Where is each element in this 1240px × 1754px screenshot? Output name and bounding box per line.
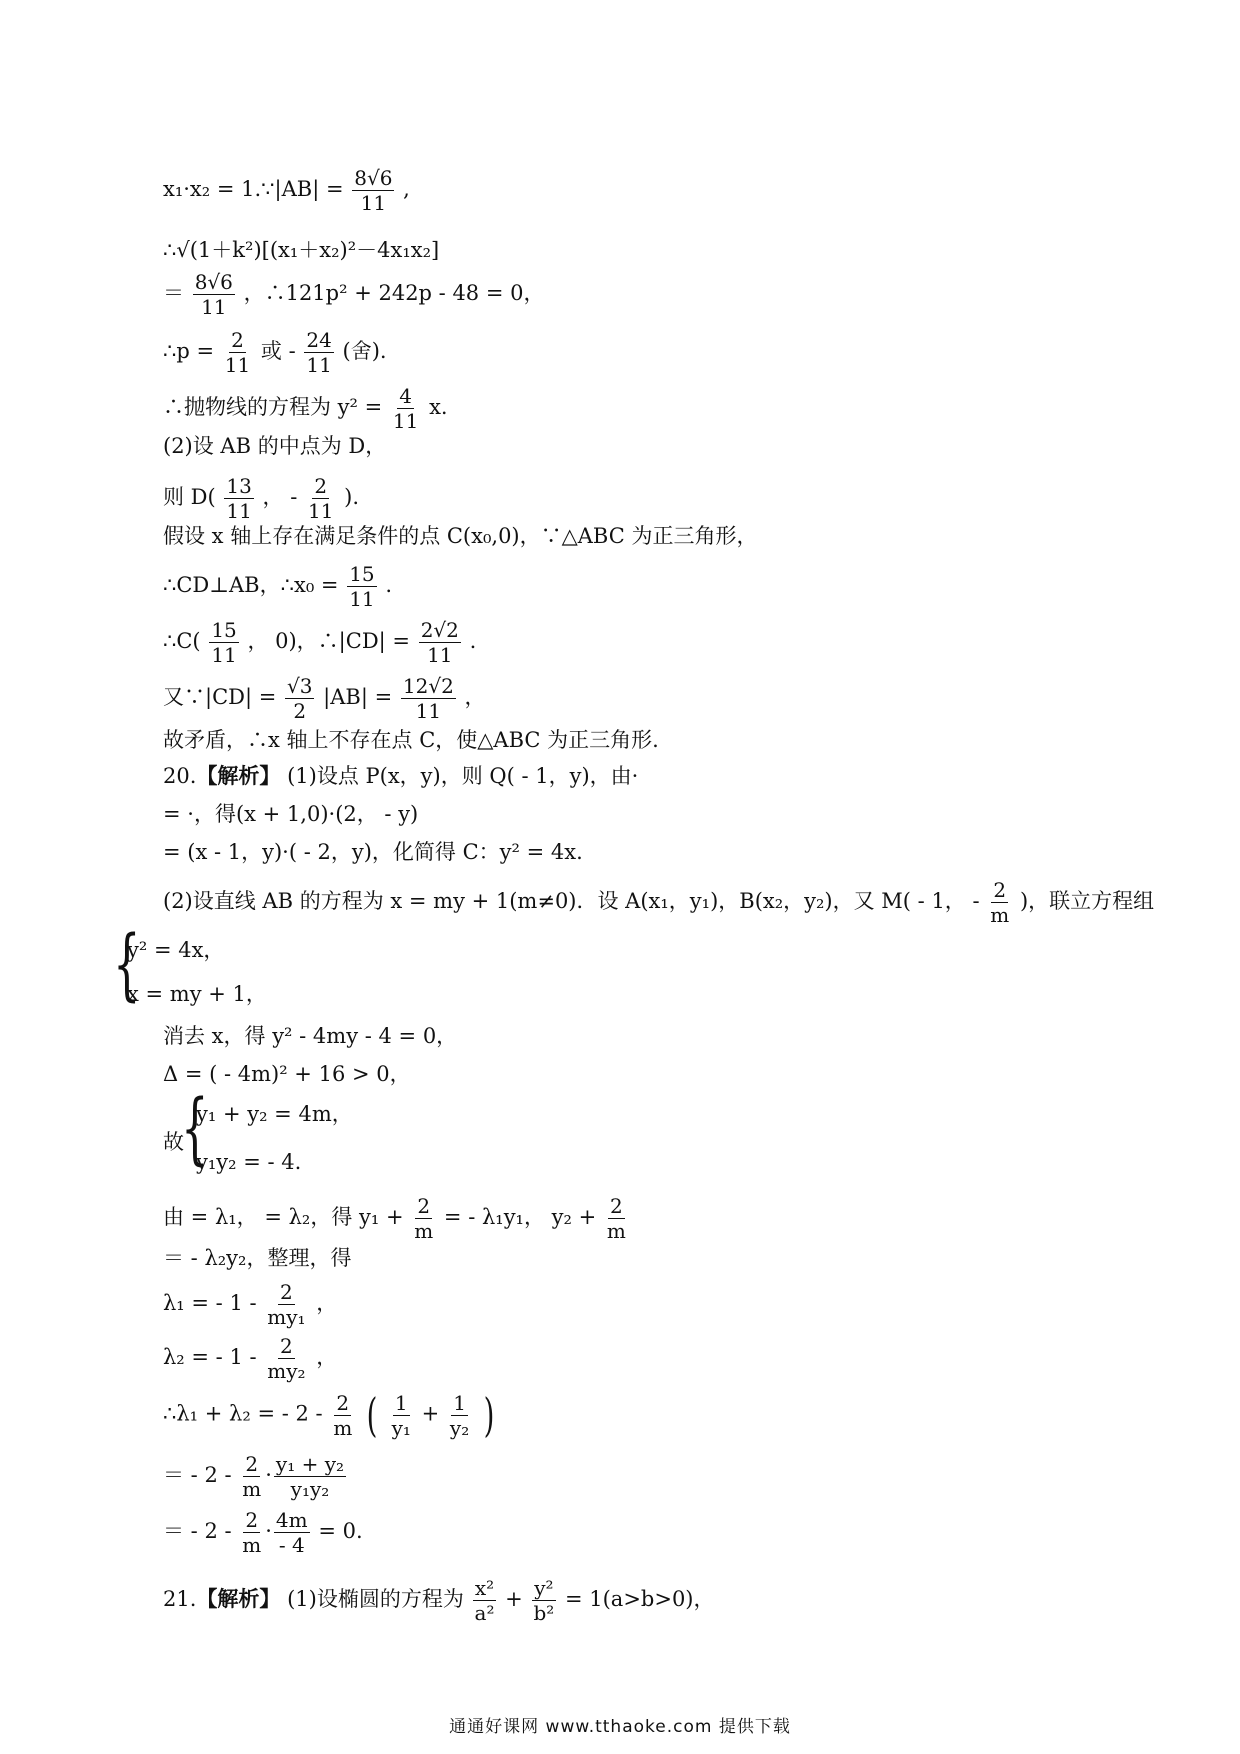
denominator: m — [606, 1219, 626, 1243]
numerator: 2 — [245, 1508, 259, 1532]
line-p-solution — [163, 330, 387, 375]
denominator: 11 — [211, 643, 237, 667]
numerator: 12√2 — [402, 674, 454, 698]
text: ∴λ₁ + λ₂ = - 2 - — [163, 1401, 323, 1426]
line-assumption — [163, 522, 758, 550]
text: = ·，得(x + 1,0)·(2， - y) — [163, 802, 419, 826]
fraction — [240, 1510, 263, 1555]
text: (1)设点 P(x，y)，则 Q( - 1，y)，由· — [280, 764, 639, 788]
numerator: 4m — [275, 1508, 308, 1532]
line-lambda-sum — [163, 1388, 498, 1442]
text: ∴CD⊥AB，∴x₀ = — [163, 573, 339, 597]
text: ， 0)，∴|CD| = — [247, 629, 411, 653]
text: y² = 4x， — [127, 938, 225, 962]
text: x = my + 1， — [127, 982, 267, 1006]
numerator: y² — [534, 1576, 554, 1600]
denominator: m — [990, 903, 1010, 927]
numerator: x² — [474, 1576, 495, 1600]
text: (1)设椭圆的方程为 — [280, 1587, 464, 1611]
line-conclusion — [163, 726, 659, 754]
text: Δ = ( - 4m)² + 16 > 0， — [163, 1062, 411, 1086]
line-vieta-sum — [196, 1100, 353, 1128]
text: ∴抛物线的方程为 y² = — [163, 395, 383, 419]
text: x₁·x₂ = 1.∵|AB| = — [163, 177, 344, 201]
denominator: 2 — [293, 699, 307, 723]
text: 或 - — [260, 339, 296, 363]
fraction — [391, 386, 420, 431]
text: ＝ - 2 - — [163, 1463, 232, 1487]
text: (2)设直线 AB 的方程为 x = my + 1(m≠0)．设 A(x₁，y₁)，B(x₂，y₂)，又 M( - 1， - — [163, 889, 980, 913]
denominator: m — [333, 1415, 353, 1440]
fraction — [285, 676, 314, 721]
line-rearrange — [163, 1244, 351, 1272]
denominator: 11 — [306, 353, 332, 377]
numerator: 24 — [306, 328, 332, 352]
fraction — [240, 1454, 263, 1499]
line-sum-step1 — [163, 1454, 348, 1499]
text: )，联立方程组 — [1019, 889, 1155, 913]
fraction — [988, 880, 1011, 925]
line-system-eq2 — [127, 980, 267, 1008]
text: · — [265, 1519, 272, 1543]
text: 由 = λ₁， = λ₂，得 y₁ + — [163, 1205, 404, 1229]
text: = 0. — [318, 1519, 363, 1543]
denominator: my₂ — [267, 1359, 306, 1383]
fraction — [223, 330, 252, 375]
text: . — [469, 629, 477, 653]
text: = - λ₁y₁， y₂ + — [443, 1205, 597, 1229]
numerator: 8√6 — [194, 270, 233, 294]
text: ＝ - λ₂y₂，整理，得 — [163, 1246, 352, 1270]
numerator: 2 — [245, 1452, 259, 1476]
text: ∴p = — [163, 339, 215, 363]
denominator: a² — [474, 1601, 495, 1625]
line-eliminate-x — [163, 1022, 457, 1050]
line-lambda-def — [163, 1196, 630, 1241]
denominator: my₁ — [267, 1305, 306, 1329]
line-sqrt-expression — [163, 236, 439, 264]
numerator: 1 — [453, 1390, 466, 1415]
text: ， — [316, 1345, 338, 1369]
numerator: √3 — [287, 674, 313, 698]
denominator: 11 — [349, 587, 375, 611]
numerator: 2 — [417, 1194, 431, 1218]
numerator: 15 — [211, 618, 237, 642]
numerator: 2 — [280, 1280, 293, 1304]
fraction — [605, 1196, 628, 1241]
line-parabola-equation — [163, 386, 448, 431]
denominator: y₁y₂ — [290, 1477, 330, 1501]
denominator: 11 — [392, 409, 419, 433]
text: ，∴121p² + 242p - 48 = 0， — [243, 281, 545, 305]
numerator: 2 — [231, 328, 244, 352]
fraction — [274, 1510, 310, 1555]
text: 故 — [163, 1130, 184, 1154]
line-curve-c — [163, 838, 583, 866]
numerator: 2√2 — [420, 618, 459, 642]
text: (舍). — [342, 339, 387, 363]
fraction — [265, 1282, 307, 1327]
text: ， — [316, 1291, 338, 1315]
fraction — [390, 1390, 413, 1440]
line-system-eq1 — [127, 936, 224, 964]
text: y₁ + y₂ = 4m， — [196, 1102, 353, 1126]
numerator: 2 — [314, 474, 328, 498]
text: ， — [464, 685, 486, 709]
numerator: 2 — [280, 1334, 293, 1358]
text: |AB| = — [323, 685, 393, 709]
line-cd-contradiction — [163, 676, 486, 721]
line-lambda2 — [163, 1336, 337, 1381]
text: 又∵|CD| = — [163, 685, 277, 709]
denominator: m — [242, 1477, 262, 1501]
numerator: 4 — [399, 384, 413, 408]
fraction — [531, 1578, 556, 1623]
brace: { — [181, 1084, 209, 1174]
text: 则 D( — [163, 485, 216, 509]
fraction — [473, 1578, 497, 1623]
denominator: y₂ — [449, 1415, 470, 1440]
fraction — [224, 476, 253, 521]
text: ∴√(1＋k²)[(x₁＋x₂)²－4x₁x₂] — [163, 238, 440, 262]
text: ＝ - 2 - — [163, 1519, 232, 1543]
fraction — [347, 564, 376, 609]
paren-left: ( — [366, 1388, 378, 1442]
numerator: 8√6 — [354, 166, 393, 190]
text: · — [265, 1463, 272, 1487]
denominator: 11 — [308, 499, 334, 523]
text: 假设 x 轴上存在满足条件的点 C(x₀,0)，∵△ABC 为正三角形， — [163, 524, 758, 548]
text: = (x - 1，y)·( - 2，y)，化简得 C：y² = 4x. — [163, 840, 583, 864]
line-x0-value — [163, 564, 392, 609]
numerator: 2 — [336, 1390, 350, 1415]
fraction — [265, 1336, 307, 1381]
numerator: y₁ + y₂ — [275, 1452, 345, 1476]
text: + — [421, 1401, 440, 1426]
denominator: 11 — [201, 295, 227, 319]
denominator: 11 — [427, 643, 453, 667]
numerator: 2 — [610, 1194, 623, 1218]
line-equation-p — [163, 272, 544, 317]
text: + — [505, 1587, 523, 1611]
line-point-d — [163, 476, 359, 521]
text: λ₂ = - 1 - — [163, 1345, 257, 1369]
fraction — [419, 620, 461, 665]
text: . — [385, 573, 393, 597]
text: x. — [429, 395, 448, 419]
line-vieta-product — [196, 1148, 301, 1176]
fraction — [274, 1454, 346, 1499]
fraction — [304, 330, 333, 375]
line-cd-length — [163, 620, 476, 665]
denominator: 11 — [226, 499, 252, 523]
line-vector-eq — [163, 800, 418, 828]
line-lambda1 — [163, 1282, 337, 1327]
denominator: m — [414, 1219, 434, 1243]
fraction — [209, 620, 238, 665]
denominator: 11 — [360, 191, 387, 215]
line-ab-length — [163, 168, 410, 213]
text: ). — [344, 485, 360, 509]
fraction — [401, 676, 456, 721]
analysis-tag: 【解析】 — [196, 764, 281, 788]
fraction — [331, 1390, 354, 1440]
line-problem-21 — [163, 1578, 715, 1623]
fraction — [193, 272, 235, 317]
numerator: 13 — [226, 474, 252, 498]
denominator: m — [242, 1533, 262, 1557]
problem-number: 21. — [163, 1587, 197, 1611]
denominator: 11 — [224, 353, 251, 377]
numerator: 2 — [993, 878, 1007, 902]
line-sum-result — [163, 1510, 363, 1555]
text: λ₁ = - 1 - — [163, 1291, 257, 1315]
text: 消去 x，得 y² - 4my - 4 = 0， — [163, 1024, 458, 1048]
fraction — [412, 1196, 435, 1241]
line-line-ab — [163, 880, 1154, 925]
text: y₁y₂ = - 4. — [196, 1150, 302, 1174]
denominator: 11 — [415, 699, 442, 723]
text: ∴C( — [163, 629, 201, 653]
text: 故矛盾，∴x 轴上不存在点 C，使△ABC 为正三角形. — [163, 728, 659, 752]
text: , — [403, 177, 410, 201]
text: ， - — [262, 485, 298, 509]
problem-number: 20. — [163, 764, 197, 788]
fraction — [352, 168, 394, 213]
page-footer: 通通好课网 www.tthaoke.com 提供下载 — [449, 1717, 791, 1737]
denominator: b² — [533, 1601, 555, 1625]
text: = 1(a>b>0)， — [564, 1587, 715, 1611]
paren-right: ) — [483, 1388, 495, 1442]
fraction — [448, 1390, 471, 1440]
line-problem-20 — [163, 762, 638, 790]
denominator: - 4 — [278, 1533, 305, 1557]
numerator: 1 — [394, 1390, 408, 1415]
analysis-tag: 【解析】 — [196, 1587, 281, 1611]
text: (2)设 AB 的中点为 D， — [163, 434, 387, 458]
brace: { — [113, 920, 141, 1010]
denominator: y₁ — [391, 1415, 411, 1440]
line-part2-midpoint — [163, 432, 386, 460]
text: ＝ — [163, 281, 184, 305]
numerator: 15 — [349, 562, 375, 586]
fraction — [306, 476, 335, 521]
